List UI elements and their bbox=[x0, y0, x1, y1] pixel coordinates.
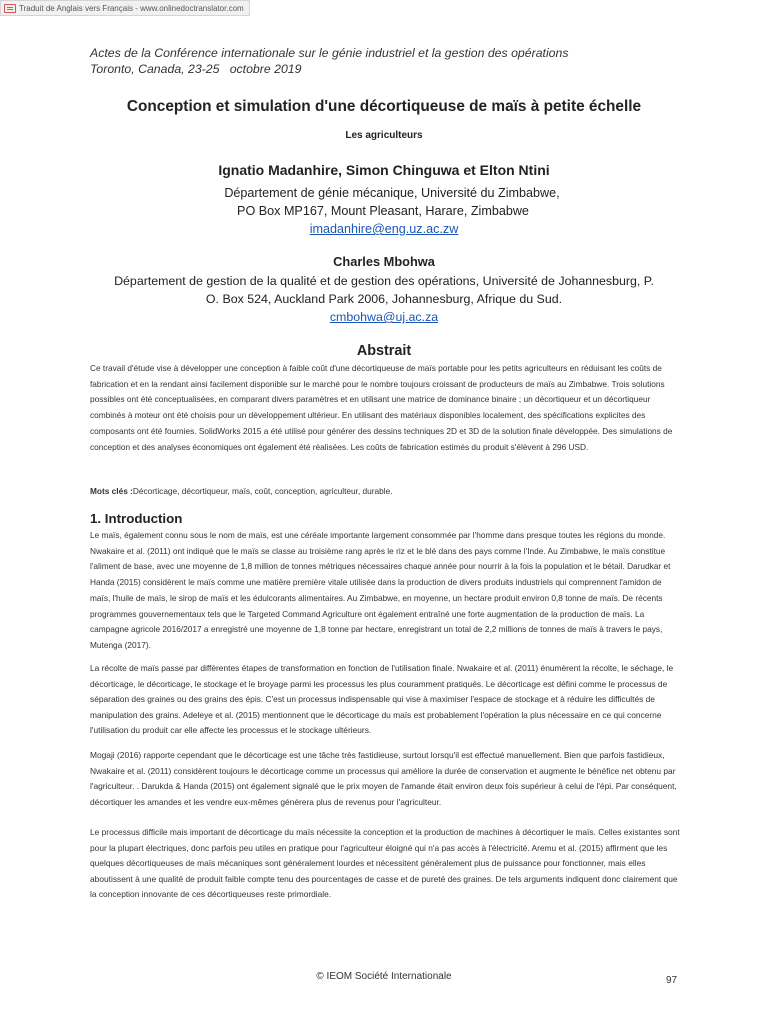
author-2-name: Charles Mbohwa bbox=[333, 254, 435, 269]
affiliation-2-line-1: Département de gestion de la qualité et de gestion des opérations, Université de Johannesburg, P. bbox=[114, 274, 654, 288]
paper-subtitle: Les agriculteurs bbox=[345, 130, 423, 141]
email-link-1[interactable]: imadanhire@eng.uz.ac.zw bbox=[309, 222, 459, 236]
intro-paragraph-4: Le processus difficile mais important de décorticage du maïs nécessite la conception et la production de machines à décortiquer le maïs. Celles existantes sont pour la plupart électriques, donc parfois peu utiles en pratique pour l'agriculteur éloigné qui n'a pas accès à l'électricité. Aremu et al. (2015) affirment que les quelques décortiqueuses de maïs mécaniques sont généralement lourdes et nécessitent généralement plus de puissance pour fonctionner, mais elles aboutissent à une qualité de produit faible compte tenu des pourcentages de casse et de pureté des graines. De tels arguments indiquent donc clairement que la conception innovante de ces décortiqueuses reste primordiale. bbox=[90, 827, 680, 900]
affiliation-1-line-2: PO Box MP167, Mount Pleasant, Harare, Zimbabwe bbox=[237, 204, 529, 218]
intro-paragraph-2: La récolte de maïs passe par différentes étapes de transformation en fonction de l'utilisation finale. Nwakaire et al. (2011) énumèrent la récolte, le séchage, le décorticage, le décorticage, le stockage et le broyage parmi les processus les plus couramment pratiqués. Le décorticage est défini comme le processus de séparation des graines ou des grains des épis. C'est un processus indispensable qui vise à maximiser l'espace de stockage et à réduire les difficultés de manipulation des grains. Adeleye et al. (2015) mentionnent que le décorticage du maïs est probablement l'opération la plus nécessaire en ce qui concerne l'utilisation du produit car elle affecte les processus et le stockage ultérieurs. bbox=[90, 663, 674, 736]
keywords-line bbox=[90, 484, 393, 498]
proceedings-line-2: Toronto, Canada, 23-25 octobre 2019 bbox=[90, 62, 302, 76]
abstract-heading: Abstrait bbox=[356, 343, 412, 359]
author-list: Ignatio Madanhire, Simon Chinguwa et Elton Ntini bbox=[218, 162, 550, 178]
abstract-text: Ce travail d'étude vise à développer une conception à faible coût d'une décortiqueuse de maïs portable pour les petits agriculteurs en réduisant les coûts de fabrication et en la rendant ainsi facilement disponible sur le marché pour le nombre toujours croissant de producteurs de maïs au Zimbabwe. Trois solutions possibles ont été conceptualisées, en comparant divers paramètres et en utilisant une matrice de dominance binaire ; un décortiqueur et un décortiqueur combinés à moteur ont été choisis pour un développement ultérieur. En utilisant des matériaux disponibles localement, des spécifications explicites des composants ont été fournies. SolidWorks 2015 a été utilisé pour générer des dessins techniques 2D et 3D de la solution finale développée. Des simulations de conception et des analyses économiques ont également été réalisées. Les coûts de fabrication estimés du produit s'élèvent à 296 USD. bbox=[90, 363, 673, 452]
proceedings-line-1: Actes de la Conférence internationale sur le génie industriel et la gestion des opérations bbox=[90, 46, 569, 60]
email-link-2[interactable]: cmbohwa@uj.ac.za bbox=[329, 310, 439, 324]
translation-banner[interactable] bbox=[0, 0, 250, 16]
paper-title: Conception et simulation d'une décortiqueuse de maïs à petite échelle bbox=[126, 98, 642, 115]
footer-copyright: © IEOM Société Internationale bbox=[316, 971, 452, 982]
section-heading-introduction: 1. Introduction bbox=[90, 511, 183, 526]
affiliation-2-line-2: O. Box 524, Auckland Park 2006, Johannesburg, Afrique du Sud. bbox=[205, 292, 563, 306]
keywords-text: Décorticage, décortiqueur, maïs, coût, conception, agriculteur, durable. bbox=[132, 486, 393, 496]
intro-paragraph-1: Le maïs, également connu sous le nom de maïs, est une céréale importante largement consommée par l'homme dans presque toutes les régions du monde. Nwakaire et al. (2011) ont indiqué que le maïs se classe au troisième rang après le riz et le blé dans des pays comme l'Inde. Au Zimbabwe, le maïs constitue l'aliment de base, avec une moyenne de 1,8 million de tonnes métriques nécessaires chaque année pour nourrir à la fois la population et le bétail. Darudkar et Handa (2015) considèrent le maïs comme une matière première vitale utilisée dans la production de divers produits industriels qui comprennent l'amidon de maïs, l'huile de maïs, le sirop de maïs et les édulcorants alimentaires. Au Zimbabwe, en moyenne, un hectare produit environ 0,8 tonne de maïs. De récents programmes gouvernementaux tels que le Targeted Command Agriculture ont également entraîné une forte augmentation de la production de maïs. La campagne agricole 2016/2017 a enregistré une moyenne de 1,8 tonne par hectare, enregistrant un total de 2,2 millions de tonnes de maïs à travers le pays, Mutenga (2017). bbox=[90, 530, 671, 650]
keywords-label: Mots clés : bbox=[90, 486, 133, 496]
intro-paragraph-3: Mogaji (2016) rapporte cependant que le décorticage est une tâche très fastidieuse, surtout lorsqu'il est effectué manuellement. Bien que parfois fastidieux, Nwakaire et al. (2011) considèrent toujours le décorticage comme un processus qui améliore la durée de conservation et augmente le bénéfice net obtenu par l'agriculteur. . Darukda & Handa (2015) ont également signalé que le prix moyen de l'amande était environ deux fois supérieur à celui de l'épi. Par conséquent, décortiquer les amandes et les vendre eux-mêmes générera plus de revenus pour l'agriculteur. bbox=[90, 750, 677, 807]
proceedings-header bbox=[90, 45, 569, 77]
translation-banner-text: Traduit de Anglais vers Français - www.onlinedoctranslator.com bbox=[19, 3, 244, 13]
translator-logo-icon bbox=[4, 4, 16, 13]
affiliation-block-2 bbox=[0, 272, 768, 326]
page-number: 97 bbox=[666, 975, 678, 986]
affiliation-block-1 bbox=[0, 184, 768, 238]
affiliation-1-line-1: Département de génie mécanique, Université du Zimbabwe, bbox=[224, 186, 560, 200]
